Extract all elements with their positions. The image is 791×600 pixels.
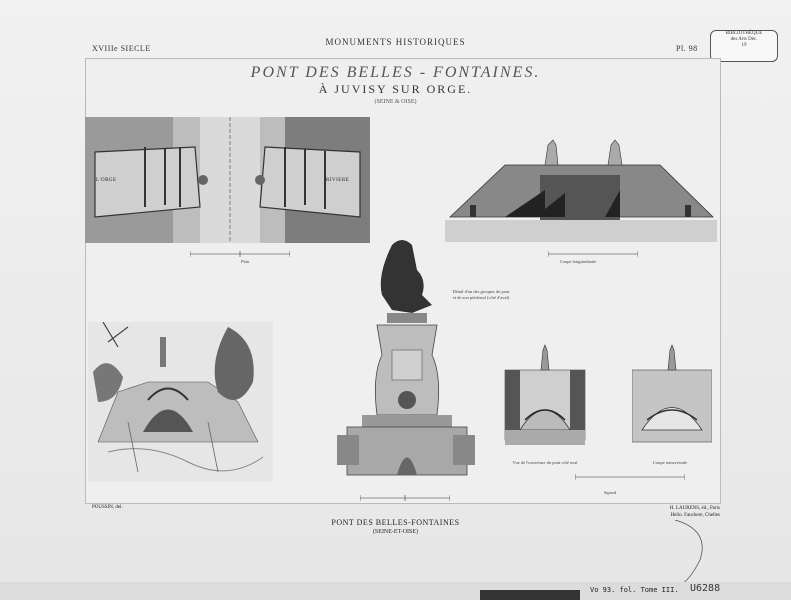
bridge-elevation-drawing <box>445 135 717 245</box>
sculpture-scale-bar <box>360 494 450 502</box>
signature-note: Signed <box>603 490 617 495</box>
elevation-caption: Coupe longitudinale <box>559 259 597 264</box>
elevation-scale-bar <box>548 250 638 258</box>
plate-number: Pl. 98 <box>676 44 698 53</box>
plate-region: (SEINE & OISE) <box>374 99 417 105</box>
arch-scale-bar <box>575 473 685 481</box>
century-label: XVIIIe SIECLE <box>92 44 151 53</box>
landscape-view-drawing <box>88 322 273 482</box>
sculpture-pedestal-drawing <box>337 235 475 480</box>
pencil-annotation-line <box>670 520 720 590</box>
transverse-section-drawing <box>632 340 712 450</box>
river-label-left: L'ORGE <box>96 178 117 183</box>
publisher-line-1: H. LAURENS, éd., Paris <box>669 506 720 511</box>
plan-caption: Plan <box>240 259 249 264</box>
publisher-credit <box>650 505 720 519</box>
catalog-reference: Vo 93. fol. Tome III. <box>590 586 679 594</box>
scan-dark-bar <box>480 590 580 600</box>
series-title: MONUMENTS HISTORIQUES <box>325 37 466 47</box>
handwritten-number: U6288 <box>690 583 721 594</box>
sculpture-detail-note: Détail d'un des groupes du pont et de son piédestal (côté d'aval) <box>452 289 510 300</box>
plan-scale-bar <box>190 250 290 258</box>
stamp-line-2: des Arts Déc. <box>730 37 758 42</box>
river-label-right: RIVIERE <box>326 178 350 183</box>
stamp-line-3: 19 <box>741 43 747 48</box>
arch-caption: Vue de l'ouverture du pont côté aval <box>512 460 578 465</box>
bottom-caption-region: (SEINE-ET-OISE) <box>372 529 419 535</box>
bottom-caption-title: PONT DES BELLES-FONTAINES <box>331 518 460 527</box>
plate-title: PONT DES BELLES - FONTAINES. <box>250 64 541 81</box>
plate-subtitle: À JUVISY SUR ORGE. <box>318 82 473 96</box>
transverse-caption: Coupe transversale <box>652 460 688 465</box>
stamp-line-1: BIBLIOTHÈQUE <box>725 31 763 36</box>
draftsman-credit: POUSSIN, del. <box>92 505 123 510</box>
publisher-line-2: Helio. Fauchere, Chelles <box>670 513 720 518</box>
arch-opening-drawing <box>495 340 595 450</box>
